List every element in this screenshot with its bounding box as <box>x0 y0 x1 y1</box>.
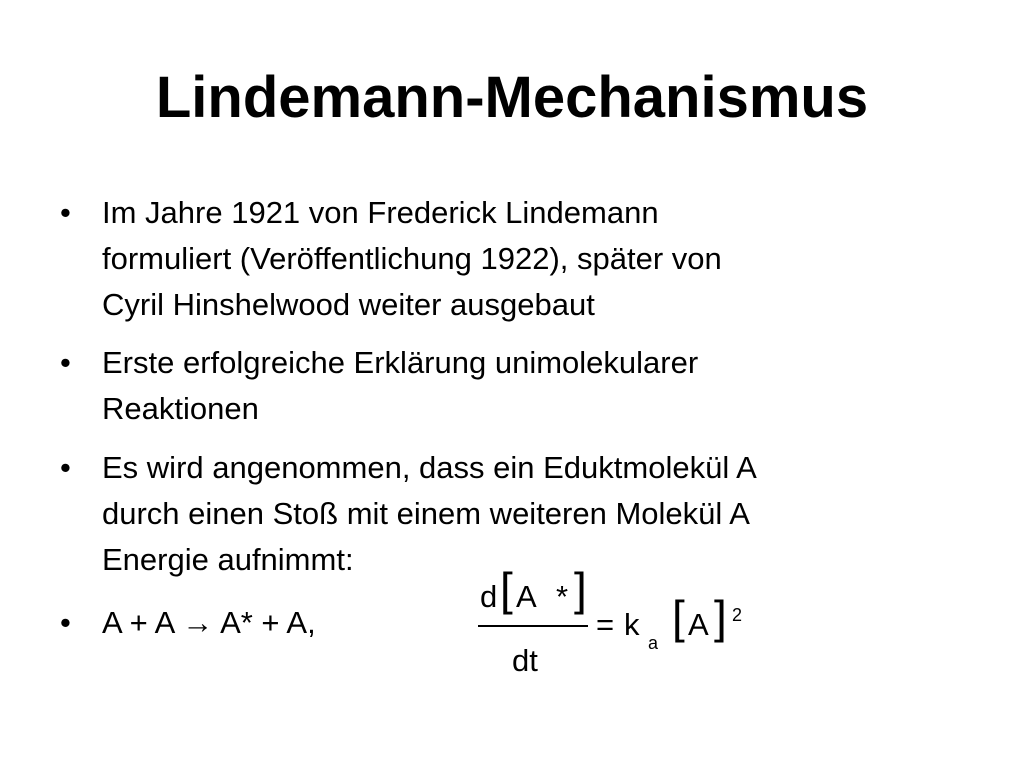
bullet-dot: • <box>60 345 71 380</box>
formula-bracket-close-right: ] <box>714 591 727 643</box>
formula-d: d <box>480 579 498 614</box>
bullet-text: A + A → A* + A, <box>102 605 316 640</box>
formula-rate-constant: k <box>624 607 640 642</box>
bullet-dot: • <box>60 605 71 640</box>
bullet-dot: • <box>60 450 71 485</box>
formula-bracket-close: ] <box>574 563 587 615</box>
formula-denominator: dt <box>512 643 538 678</box>
bullet-text: Es wird angenommen, dass ein Eduktmolekül A durch einen Stoß mit einem weiteren Molekül A Energie aufnimmt: <box>102 450 757 577</box>
formula-exponent: 2 <box>732 605 743 625</box>
bullet-text: Im Jahre 1921 von Frederick Lindemann formuliert (Veröffentlichung 1922), später von Cyril Hinshelwood weiter ausgebaut <box>102 195 722 322</box>
formula-equals: = <box>596 607 615 642</box>
formula-species: A <box>516 579 537 614</box>
formula-species-right: A <box>688 607 709 642</box>
rate-equation <box>470 555 770 695</box>
slide-title: Lindemann-Mechanismus <box>155 65 869 130</box>
bullet-dot: • <box>60 195 71 230</box>
formula-rate-subscript: a <box>648 633 659 653</box>
formula-star: * <box>556 579 569 614</box>
formula-bracket-open: [ <box>500 563 513 615</box>
formula-bracket-open-right: [ <box>672 591 685 643</box>
bullet-text: Erste erfolgreiche Erklärung unimolekularer Reaktionen <box>102 345 699 426</box>
fraction-line <box>478 625 588 627</box>
